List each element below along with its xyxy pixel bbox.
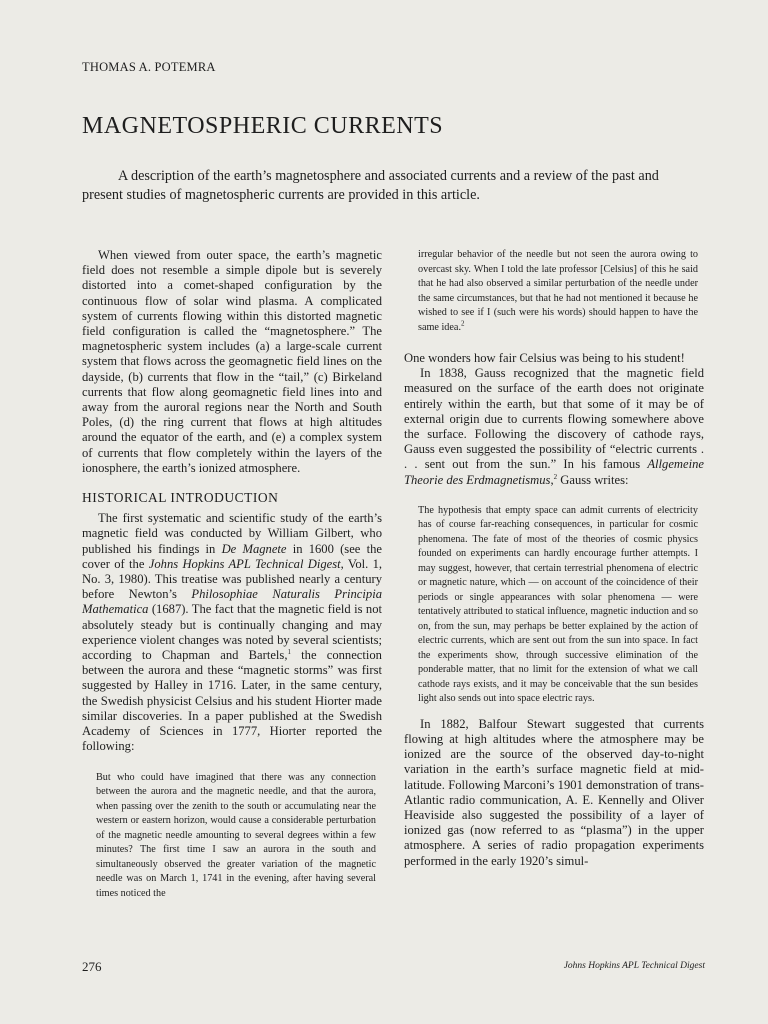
author-name: THOMAS A. POTEMRA	[82, 60, 216, 74]
left-column	[82, 248, 382, 901]
stewart-paragraph: In 1882, Balfour Stewart suggested that currents flowing at high altitudes where the atmosphere may be ionized are the source of the observed day-to-night variation in the earth’s surface magnetic field at mid-latitude. Following Marconi’s 1901 demonstration of trans-Atlantic radio communication, A. E. Kennelly and Oliver Heaviside also suggested the possibility of a layer of ionized gas (now referred to as “plasma”) in the upper atmosphere. A series of radio propagation experiments performed in the early 1920’s simul-	[404, 716, 704, 868]
page-number: 276	[82, 959, 102, 974]
hiorter-quote: But who could have imagined that there was any connection between the aurora and the magnetic needle, and that the aurora, when passing over the zenith to the south or accumulating near the western or eastern horizon, would cause a considerable perturbation of the magnetic needle amounting to several degrees within a few minutes? The first time I saw an aurora in the south and simultaneously observed the greater variation of the magnetic needle was on March 1, 1741 in the evening, after having several times noticed the	[96, 771, 376, 899]
wonder-paragraph: One wonders how fair Celsius was being to his student!	[404, 351, 685, 365]
journal-name: Johns Hopkins APL Technical Digest	[563, 961, 705, 971]
abstract-text: A description of the earth’s magnetosphere and associated currents and a review of the past and present studies of magnetospheric currents are provided in this article.	[82, 168, 659, 203]
article-title: MAGNETOSPHERIC CURRENTS	[82, 113, 444, 139]
abstract	[82, 167, 702, 205]
right-column	[404, 248, 704, 869]
section-heading: HISTORICAL INTRODUCTION	[82, 490, 279, 506]
hiorter-quote-continued: irregular behavior of the needle but not seen the aurora owing to overcast sky. When I told the late professor [Celsius] of this he said that he had also observed a similar perturbation of the needle under the same circumstances, but that he had not mentioned it because he wished to see if I (such were his words) should happen to have the same idea.$^2$	[418, 249, 698, 333]
gauss-paragraph: In 1838, Gauss recognized that the magnetic field measured on the surface of the earth does not originate entirely within the earth, but that some of it may be of external origin due to currents flowing somewhere above the surface. Following the discovery of cathode rays, Gauss even suggested the possibility of “electric currents . . . sent out from the sun.” In his famous Allgemeine Theorie des Erdmagnetismus,$^2$ Gauss writes:	[404, 366, 704, 487]
gauss-quote: The hypothesis that empty space can admit currents of electricity has of course far-reaching consequences, in particular for cosmic phenomena. The fate of most of the theories of cosmic physics founded on experiments can hardly encourage further attempts. I may suggest, however, that certain terrestrial phenomena of electric or magnetic nature, which — on account of the coincidence of their periods or single appearances with solar phenomena — were tentatively attributed to statical influence, magnetic induction and so on, from the sun, may perhaps be better explained by the action of electric currents, which are sent out from the sun into space. In fact the experiments show, through successive elimination of the ponderable matter, that no limit for the extension of what we call cathode rays exists, and it may be conceivable that the sun besides light also sends out into space electric rays.	[418, 504, 698, 705]
history-paragraph: The first systematic and scientific study of the earth’s magnetic field was conducted by William Gilbert, who published his findings in De Magnete in 1600 (see the cover of the Johns Hopkins APL Technical Digest, Vol. 1, No. 3, 1980). This treatise was published nearly a century before Newton’s Philosophiae Naturalis Principia Mathematica (1687). The fact that the magnetic field is not absolutely steady but is continually changing and may experience violent changes was noted by several scientists; according to Chapman and Bartels,$^1$ the connection between the aurora and these “magnetic storms” was first suggested by Halley in 1716. Later, in the same century, the Swedish physicist Celsius and his student Hiorter made similar discoveries. In a paper published at the Swedish Academy of Sciences in 1777, Hiorter reported the following:	[82, 511, 383, 754]
intro-paragraph: When viewed from outer space, the earth’s magnetic field does not resemble a simple dipole but is severely distorted into a comet-shaped configuration by the continuous flow of solar wind plasma. A complicated system of currents flowing within this distorted magnetic field configuration is called the “magnetosphere.” The magnetospheric system includes (a) a large-scale current system that flows across the geomagnetic field lines on the dayside, (b) currents that flow in the “tail,” (c) Birkeland currents that flow along geomagnetic field lines into and away from the auroral regions near the North and South Poles, (d) the ring current that flows at high altitudes around the equator of the earth, and (e) a complex system of currents that flow completely within the layers of the ionosphere, the earth’s ionized atmosphere.	[82, 248, 382, 475]
